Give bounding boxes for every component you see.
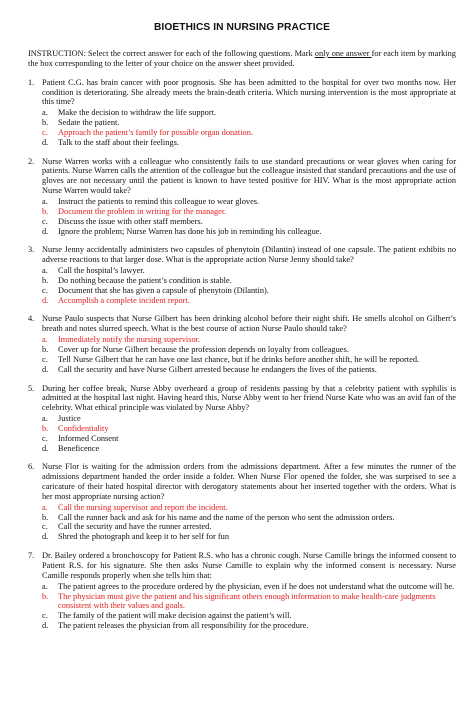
option-b (42, 276, 456, 286)
option-text: Call the security and have the runner arrested. (58, 522, 212, 532)
option-text: The family of the patient will make decision against the patient’s will. (58, 611, 292, 621)
option-text: Shred the photograph and keep it to her self for fun (58, 532, 229, 542)
option-list (42, 266, 456, 305)
option-d (42, 621, 456, 631)
option-text: Call the nursing supervisor and report the incident. (58, 502, 228, 512)
question-text: Nurse Jenny accidentally administers two capsules of phenytoin (Dilantin) instead of one capsule. The patient exhibits no adverse reactions to that larger dose. What is the appropriate action Nurse Jenny should take? (42, 245, 456, 265)
option-letter: a. (42, 108, 48, 118)
option-c (42, 217, 456, 227)
question-number: 3. (28, 245, 35, 255)
option-letter: b. (42, 206, 49, 216)
option-text: Document that she has given a capsule of phenytoin (Dilantin). (58, 285, 269, 295)
option-d (42, 227, 456, 237)
option-a (42, 108, 456, 118)
question-number: 5. (28, 383, 35, 393)
option-text: Informed Consent (58, 433, 119, 443)
question-text: Dr. Bailey ordered a bronchoscopy for Patient R.S. who has a chronic cough. Nurse Camille brings the informed consent to Patient R.S. for his signature. She then asks Nurse Camille to explain why the informed consent is necessary. Nurse Camille responds properly when she tells him that: (42, 551, 456, 580)
option-letter: d. (42, 532, 49, 542)
option-b (42, 207, 456, 217)
option-c (42, 434, 456, 444)
option-letter: a. (42, 414, 48, 424)
question-text: Nurse Warren works with a colleague who consistently fails to use standard precautions or wear gloves when caring for patients. Nurse Warren calls the attention of the colleague but the colleague insisted that standard precautions and the use of gloves are not necessary until the patient is known to have tested positive for HIV. What is the most appropriate action Nurse Warren would take? (42, 156, 456, 196)
option-text: The patient agrees to the procedure ordered by the physician, even if he does not understand what the outcome will be. (58, 581, 455, 591)
question-number: 7. (28, 551, 35, 561)
option-d (42, 296, 456, 306)
option-d (42, 532, 456, 542)
option-letter: c. (42, 354, 48, 364)
option-text: Instruct the patients to remind this colleague to wear gloves. (58, 197, 260, 206)
option-letter: a. (42, 502, 48, 512)
option-text: Do nothing because the patient’s condition is stable. (58, 275, 232, 285)
option-c (42, 286, 456, 296)
option-text: Call the runner back and ask for his name and the name of the person who sent the admission orders. (58, 512, 395, 522)
option-b (42, 345, 456, 355)
option-c (42, 355, 456, 365)
option-text: Call the security and have Nurse Gilbert arrested because he endangers the lives of the patients. (58, 364, 377, 374)
option-letter: c. (42, 522, 48, 532)
option-list (42, 414, 456, 453)
option-text: Talk to the staff about their feelings. (58, 137, 179, 147)
option-letter: b. (42, 423, 49, 433)
option-list (42, 335, 456, 374)
option-letter: b. (42, 275, 49, 285)
option-list (42, 582, 456, 631)
option-letter: b. (42, 591, 49, 601)
option-text: Immediately notify the nursing supervisor. (58, 335, 201, 345)
instruction-suffix: for each item by marking the box corresponding to the letter of your choice on the answer sheet provided. (28, 49, 456, 68)
question-number: 1. (28, 77, 35, 87)
option-text: Sedate the patient. (58, 118, 120, 128)
option-list (42, 503, 456, 542)
instruction-paragraph (28, 49, 456, 69)
option-text: Cover up for Nurse Gilbert because the profession depends on loyalty from colleagues. (58, 344, 349, 354)
option-b (42, 592, 456, 612)
question-text: Patient C.G. has brain cancer with poor prognosis. She has been admitted to the hospital for over two months now. Her condition is deteriorating. She already meets the brain-death criteria. Which nursing intervention is the most appropriate at this time? (42, 77, 456, 107)
option-letter: d. (42, 226, 49, 236)
option-c (42, 611, 456, 621)
option-c (42, 522, 456, 532)
question-text: Nurse Flor is waiting for the admission orders from the admissions department. After a few minutes the runner of the admissions department handed the order inside a folder. When Nurse Flor opened the folder, she was surprised to see a caricature of their hated hospital director with derogatory statements about her inserted together with the orders. What is her most appropriate nursing action? (42, 462, 456, 501)
option-text: Discuss the issue with other staff members. (58, 216, 203, 226)
option-letter: d. (42, 621, 49, 631)
question-number: 2. (28, 156, 35, 166)
option-a (42, 266, 456, 276)
option-text: Confidentiality (58, 423, 109, 433)
question-6 (28, 462, 456, 542)
option-text: Justice (58, 414, 81, 424)
question-number: 4. (28, 314, 35, 324)
page-title: BIOETHICS IN NURSING PRACTICE (153, 22, 331, 33)
option-letter: c. (42, 611, 48, 621)
option-letter: a. (42, 266, 48, 276)
question-text: During her coffee break, Nurse Abby overheard a group of residents passing by that a celebrity patient with syphilis is admitted at the hospital last night. Having heard this, Nurse Abby went to her friend Nurse Kate who was an avid fan of the celebrity. What ethical principle was violated by Nurse Abby? (42, 383, 456, 413)
question-4 (28, 314, 456, 374)
option-text: Approach the patient’s family for possible organ donation. (58, 127, 253, 137)
option-a (42, 582, 456, 592)
option-text: Call the hospital’s lawyer. (58, 266, 145, 276)
option-list (42, 197, 456, 236)
option-letter: a. (42, 581, 48, 591)
option-text: The physician must give the patient and his significant others enough information to make health-care judgments consistent with their values and goals. (58, 591, 436, 611)
option-text: The patient releases the physician from all responsibility for the procedure. (58, 621, 309, 631)
option-d (42, 138, 456, 148)
option-letter: b. (42, 118, 49, 128)
option-d (42, 365, 456, 375)
option-list (42, 108, 456, 147)
option-letter: d. (42, 295, 49, 305)
instruction-prefix: INSTRUCTION: Select the correct answer for each of the following questions. Mark (28, 49, 315, 59)
option-b (42, 424, 456, 434)
option-a (42, 335, 456, 345)
option-a (42, 197, 456, 207)
option-letter: b. (42, 512, 49, 522)
option-text: Document the problem in writing for the manager. (58, 206, 227, 216)
question-text: Nurse Paulo suspects that Nurse Gilbert has been drinking alcohol before their night shift. He smells alcohol on Gilbert’s breath and notes slurred speech. What is the best course of action Nurse Paulo should take? (42, 314, 456, 334)
option-b (42, 118, 456, 128)
option-text: Tell Nurse Gilbert that he can have one last chance, but if he drinks before another shift, he will be reported. (58, 354, 420, 364)
instruction-emphasis: only one answer (314, 49, 372, 59)
option-letter: c. (42, 127, 48, 137)
option-letter: a. (42, 335, 48, 345)
option-d (42, 444, 456, 454)
question-1 (28, 78, 456, 148)
option-a (42, 503, 456, 513)
option-a (42, 414, 456, 424)
option-letter: c. (42, 285, 48, 295)
option-text: Accomplish a complete incident report. (58, 295, 190, 305)
option-letter: d. (42, 443, 49, 453)
question-7 (28, 551, 456, 631)
option-letter: d. (42, 137, 49, 147)
question-3 (28, 245, 456, 305)
option-letter: a. (42, 197, 48, 206)
option-b (42, 513, 456, 523)
option-text: Make the decision to withdraw the life support. (58, 108, 217, 118)
question-number: 6. (28, 462, 35, 472)
option-letter: c. (42, 216, 48, 226)
option-c (42, 128, 456, 138)
option-letter: c. (42, 433, 48, 443)
question-5 (28, 384, 456, 454)
question-2 (28, 157, 456, 237)
option-text: Ignore the problem; Nurse Warren has done his job in reminding his colleague. (58, 226, 322, 236)
option-text: Beneficence (58, 443, 100, 453)
option-letter: d. (42, 364, 49, 374)
option-letter: b. (42, 344, 49, 354)
